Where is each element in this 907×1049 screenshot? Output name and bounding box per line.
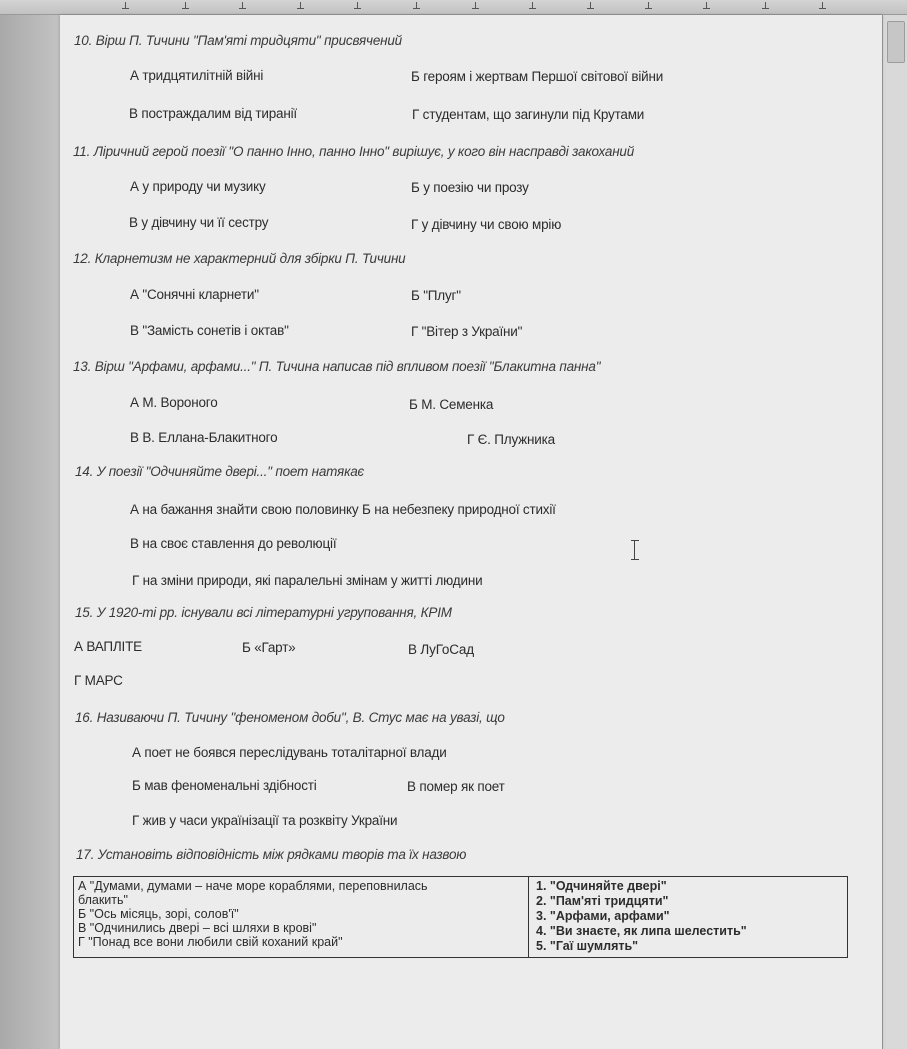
q14-option-v: В на своє ставлення до революції — [130, 536, 337, 551]
question-14: 14. У поезії "Одчиняйте двері..." поет натякає — [75, 464, 365, 479]
matching-title: 2. "Пам'яті тридцяти" — [536, 894, 669, 908]
q15-option-v: В ЛуГоСад — [408, 642, 474, 657]
ruler-tick — [242, 2, 243, 9]
matching-line: В "Одчинились двері – всі шляхи в крові" — [78, 921, 317, 935]
matching-title: 4. "Ви знаєте, як липа шелестить" — [536, 924, 747, 938]
question-10: 10. Вірш П. Тичини "Пам'яті тридцяти" присвячений — [74, 33, 402, 48]
q13-option-a: А М. Вороного — [130, 395, 218, 410]
q14-option-g: Г на зміни природи, які паралельні змінам у житті людини — [132, 573, 483, 588]
q16-option-a: А поет не боявся переслідувань тоталітарної влади — [132, 745, 447, 760]
q11-option-g: Г у дівчину чи свою мрію — [411, 217, 562, 232]
ruler-tick — [300, 2, 301, 9]
matching-title: 1. "Одчиняйте двері" — [536, 879, 667, 893]
ruler-tick — [822, 2, 823, 9]
question-15: 15. У 1920-ті рр. існували всі літературні угруповання, КРІМ — [75, 605, 452, 620]
question-17: 17. Установіть відповідність між рядками творів та їх назвою — [76, 847, 467, 862]
matching-line: Г "Понад все вони любили свій коханий край" — [78, 935, 343, 949]
q15-option-b: Б «Гарт» — [242, 640, 296, 655]
ruler-tick — [706, 2, 707, 9]
q13-option-g: Г Є. Плужника — [467, 432, 555, 447]
q12-option-v: В "Замість сонетів і октав" — [130, 323, 289, 338]
q14-option-a-b: А на бажання знайти свою половинку Б на небезпеку природної стихії — [130, 502, 556, 517]
matching-line: А "Думами, думами – наче море кораблями, переповнилась — [78, 879, 428, 893]
question-13: 13. Вірш "Арфами, арфами..." П. Тичина написав під впливом поезії "Блакитна панна" — [73, 359, 601, 374]
question-12: 12. Кларнетизм не характерний для збірки П. Тичини — [73, 251, 406, 266]
matching-table — [73, 876, 848, 958]
matching-line: блакить" — [78, 893, 128, 907]
q13-option-v: В В. Еллана-Блакитного — [130, 430, 278, 445]
scrollbar-thumb[interactable] — [887, 21, 905, 63]
q16-option-b: Б мав феноменальні здібності — [132, 778, 317, 793]
ruler-tick — [357, 2, 358, 9]
ruler-tick — [475, 2, 476, 9]
question-16: 16. Називаючи П. Тичину "феноменом доби", В. Стус має на увазі, що — [75, 710, 505, 725]
matching-titles-column — [529, 877, 848, 958]
matching-lines-column — [74, 877, 529, 958]
q10-option-v: В постраждалим від тиранії — [129, 106, 297, 121]
q11-option-v: В у дівчину чи її сестру — [129, 215, 269, 230]
q13-option-b: Б М. Семенка — [409, 397, 494, 412]
ruler-tick — [648, 2, 649, 9]
ruler-tick — [185, 2, 186, 9]
q16-option-g: Г жив у часи українізації та розквіту України — [132, 813, 398, 828]
ruler — [0, 0, 907, 15]
q15-option-g: Г МАРС — [74, 673, 123, 688]
ruler-tick — [590, 2, 591, 9]
matching-title: 3. "Арфами, арфами" — [536, 909, 670, 923]
ruler-tick — [125, 2, 126, 9]
q10-option-b: Б героям і жертвам Першої світової війни — [411, 69, 664, 84]
q11-option-a: А у природу чи музику — [130, 179, 266, 194]
q11-option-b: Б у поезію чи прозу — [411, 180, 529, 195]
q16-option-v: В помер як поет — [407, 779, 505, 794]
left-margin-panel — [0, 15, 60, 1049]
q12-option-g: Г "Вітер з України" — [411, 324, 523, 339]
matching-line: Б "Ось місяць, зорі, солов'ї" — [78, 907, 239, 921]
question-11: 11. Ліричний герой поезії "О панно Інно, панно Інно" вирішує, у кого він насправді закоханий — [73, 144, 635, 159]
ruler-tick — [765, 2, 766, 9]
q10-option-g: Г студентам, що загинули під Крутами — [412, 107, 645, 122]
ruler-tick — [532, 2, 533, 9]
vertical-scrollbar[interactable] — [882, 15, 907, 1049]
matching-title: 5. "Гаї шумлять" — [536, 939, 639, 953]
q10-option-a: А тридцятилітній війні — [130, 68, 264, 83]
q12-option-a: А "Сонячні кларнети" — [130, 287, 259, 302]
ruler-tick — [416, 2, 417, 9]
q12-option-b: Б "Плуг" — [411, 288, 461, 303]
q15-option-a: А ВАПЛІТЕ — [74, 639, 142, 654]
text-cursor-icon — [634, 540, 643, 560]
